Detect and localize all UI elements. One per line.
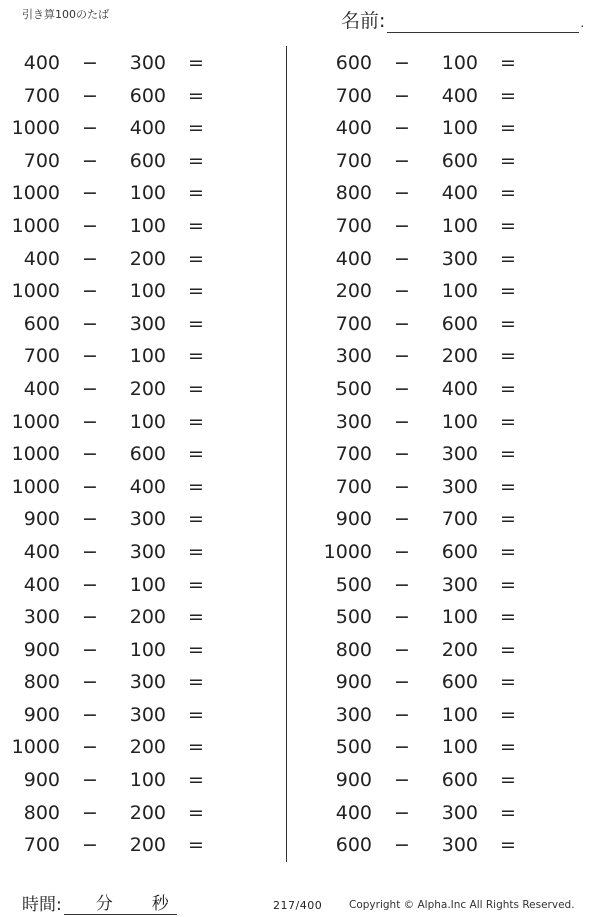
problem-row bbox=[312, 177, 592, 210]
minuend: 400 bbox=[23, 540, 60, 563]
minus-sign: − bbox=[82, 377, 98, 400]
subtrahend: 300 bbox=[441, 247, 478, 270]
minus-sign: − bbox=[394, 247, 410, 270]
equals-sign: = bbox=[500, 736, 516, 759]
minus-sign: − bbox=[394, 736, 410, 759]
subtrahend: 300 bbox=[129, 508, 166, 531]
equals-sign: = bbox=[500, 345, 516, 368]
minus-sign: − bbox=[394, 312, 410, 335]
minuend: 900 bbox=[335, 508, 372, 531]
problem-row bbox=[0, 275, 280, 308]
subtrahend: 300 bbox=[441, 475, 478, 498]
problem-row bbox=[0, 177, 280, 210]
problem-row bbox=[0, 797, 280, 830]
problem-row bbox=[0, 47, 280, 80]
problem-row bbox=[0, 210, 280, 243]
minuend: 700 bbox=[335, 443, 372, 466]
subtrahend: 300 bbox=[129, 52, 166, 74]
minus-sign: − bbox=[394, 410, 410, 433]
subtrahend: 600 bbox=[129, 149, 166, 172]
problem-row bbox=[0, 666, 280, 699]
subtrahend: 100 bbox=[441, 117, 478, 140]
minus-sign: − bbox=[82, 801, 98, 824]
equals-sign: = bbox=[500, 280, 516, 303]
equals-sign: = bbox=[188, 410, 204, 433]
equals-sign: = bbox=[188, 345, 204, 368]
time-blank-line[interactable] bbox=[64, 894, 177, 915]
subtrahend: 600 bbox=[129, 84, 166, 107]
equals-sign: = bbox=[500, 410, 516, 433]
problem-row bbox=[0, 634, 280, 667]
minuend: 1000 bbox=[11, 443, 60, 466]
subtrahend: 400 bbox=[441, 182, 478, 205]
problem-row bbox=[312, 373, 592, 406]
minuend: 600 bbox=[335, 52, 372, 74]
minus-sign: − bbox=[394, 769, 410, 792]
subtrahend: 600 bbox=[441, 149, 478, 172]
equals-sign: = bbox=[500, 117, 516, 140]
problem-row bbox=[312, 47, 592, 80]
subtrahend: 400 bbox=[129, 475, 166, 498]
minuend: 300 bbox=[335, 703, 372, 726]
minus-sign: − bbox=[394, 540, 410, 563]
minuend: 1000 bbox=[11, 182, 60, 205]
subtrahend: 300 bbox=[441, 801, 478, 824]
equals-sign: = bbox=[500, 443, 516, 466]
problem-row bbox=[0, 699, 280, 732]
equals-sign: = bbox=[188, 247, 204, 270]
equals-sign: = bbox=[500, 214, 516, 237]
minuend: 700 bbox=[335, 214, 372, 237]
subtrahend: 100 bbox=[441, 52, 478, 74]
page-number: 217/400 bbox=[273, 899, 323, 912]
minuend: 400 bbox=[335, 247, 372, 270]
problem-row bbox=[0, 829, 280, 862]
equals-sign: = bbox=[500, 606, 516, 629]
equals-sign: = bbox=[500, 508, 516, 531]
problem-row bbox=[0, 601, 280, 634]
subtrahend: 100 bbox=[129, 280, 166, 303]
problem-row bbox=[312, 112, 592, 145]
subtrahend: 400 bbox=[441, 84, 478, 107]
problem-row bbox=[312, 797, 592, 830]
minus-sign: − bbox=[394, 84, 410, 107]
minus-sign: − bbox=[82, 508, 98, 531]
minuend: 700 bbox=[335, 84, 372, 107]
minuend: 900 bbox=[335, 671, 372, 694]
equals-sign: = bbox=[500, 312, 516, 335]
equals-sign: = bbox=[188, 769, 204, 792]
minus-sign: − bbox=[394, 182, 410, 205]
subtrahend: 400 bbox=[129, 117, 166, 140]
equals-sign: = bbox=[500, 671, 516, 694]
seconds-unit: 秒 bbox=[151, 894, 169, 914]
minus-sign: − bbox=[82, 443, 98, 466]
equals-sign: = bbox=[500, 247, 516, 270]
subtrahend: 600 bbox=[441, 312, 478, 335]
problem-row bbox=[312, 243, 592, 276]
subtrahend: 100 bbox=[441, 214, 478, 237]
minuend: 700 bbox=[23, 149, 60, 172]
problem-row bbox=[312, 503, 592, 536]
problem-row bbox=[312, 666, 592, 699]
minuend: 600 bbox=[335, 834, 372, 857]
equals-sign: = bbox=[188, 703, 204, 726]
minuend: 800 bbox=[23, 801, 60, 824]
problem-row bbox=[312, 569, 592, 602]
problem-row bbox=[0, 503, 280, 536]
subtrahend: 700 bbox=[441, 508, 478, 531]
minuend: 400 bbox=[335, 117, 372, 140]
problem-row bbox=[0, 145, 280, 178]
minus-sign: − bbox=[394, 671, 410, 694]
minus-sign: − bbox=[394, 606, 410, 629]
equals-sign: = bbox=[188, 443, 204, 466]
equals-sign: = bbox=[500, 801, 516, 824]
problem-row bbox=[312, 731, 592, 764]
minus-sign: − bbox=[394, 214, 410, 237]
subtrahend: 300 bbox=[441, 443, 478, 466]
minuend: 1000 bbox=[11, 280, 60, 303]
worksheet-title: 引き算100のたば bbox=[22, 8, 109, 21]
minus-sign: − bbox=[394, 377, 410, 400]
minuend: 500 bbox=[335, 736, 372, 759]
subtrahend: 200 bbox=[441, 638, 478, 661]
equals-sign: = bbox=[500, 703, 516, 726]
subtrahend: 200 bbox=[129, 377, 166, 400]
subtrahend: 100 bbox=[441, 280, 478, 303]
minus-sign: − bbox=[82, 312, 98, 335]
problem-row bbox=[312, 634, 592, 667]
time-field bbox=[22, 890, 177, 915]
subtrahend: 600 bbox=[129, 443, 166, 466]
problem-row bbox=[312, 438, 592, 471]
equals-sign: = bbox=[500, 149, 516, 172]
subtrahend: 300 bbox=[129, 312, 166, 335]
subtrahend: 100 bbox=[441, 703, 478, 726]
subtrahend: 100 bbox=[441, 736, 478, 759]
minus-sign: − bbox=[82, 410, 98, 433]
time-label: 時間: bbox=[22, 895, 62, 915]
subtrahend: 100 bbox=[441, 606, 478, 629]
minuend: 900 bbox=[23, 703, 60, 726]
minuend: 400 bbox=[23, 573, 60, 596]
minus-sign: − bbox=[394, 475, 410, 498]
minus-sign: − bbox=[82, 638, 98, 661]
minus-sign: − bbox=[394, 703, 410, 726]
minuend: 1000 bbox=[11, 410, 60, 433]
subtrahend: 100 bbox=[129, 638, 166, 661]
minuend: 700 bbox=[23, 84, 60, 107]
problem-row bbox=[0, 112, 280, 145]
subtrahend: 300 bbox=[129, 703, 166, 726]
equals-sign: = bbox=[500, 84, 516, 107]
minuend: 800 bbox=[23, 671, 60, 694]
equals-sign: = bbox=[188, 573, 204, 596]
problem-row bbox=[312, 764, 592, 797]
name-label: 名前: bbox=[341, 10, 386, 32]
left-problem-column bbox=[0, 47, 280, 862]
minuend: 1000 bbox=[11, 214, 60, 237]
equals-sign: = bbox=[188, 84, 204, 107]
minus-sign: − bbox=[82, 280, 98, 303]
equals-sign: = bbox=[188, 377, 204, 400]
problem-row bbox=[0, 80, 280, 113]
problem-row bbox=[0, 536, 280, 569]
minuend: 800 bbox=[335, 182, 372, 205]
minus-sign: − bbox=[82, 84, 98, 107]
subtrahend: 200 bbox=[129, 801, 166, 824]
equals-sign: = bbox=[188, 475, 204, 498]
minus-sign: − bbox=[82, 247, 98, 270]
minus-sign: − bbox=[394, 149, 410, 172]
minus-sign: − bbox=[394, 345, 410, 368]
equals-sign: = bbox=[188, 834, 204, 857]
minus-sign: − bbox=[82, 475, 98, 498]
minuend: 700 bbox=[23, 834, 60, 857]
subtrahend: 600 bbox=[441, 769, 478, 792]
subtrahend: 300 bbox=[441, 834, 478, 857]
problem-row bbox=[0, 471, 280, 504]
name-end-dot: . bbox=[580, 16, 585, 30]
minus-sign: − bbox=[82, 671, 98, 694]
subtrahend: 200 bbox=[129, 736, 166, 759]
minus-sign: − bbox=[394, 638, 410, 661]
problem-row bbox=[312, 80, 592, 113]
subtrahend: 100 bbox=[129, 214, 166, 237]
minuend: 500 bbox=[335, 573, 372, 596]
minus-sign: − bbox=[394, 443, 410, 466]
subtrahend: 600 bbox=[441, 540, 478, 563]
problem-row bbox=[0, 340, 280, 373]
minuend: 300 bbox=[23, 606, 60, 629]
minuend: 400 bbox=[23, 247, 60, 270]
subtrahend: 400 bbox=[441, 377, 478, 400]
problem-row bbox=[312, 406, 592, 439]
minus-sign: − bbox=[82, 182, 98, 205]
minuend: 700 bbox=[335, 149, 372, 172]
subtrahend: 200 bbox=[441, 345, 478, 368]
minus-sign: − bbox=[82, 149, 98, 172]
subtrahend: 200 bbox=[129, 834, 166, 857]
minuend: 600 bbox=[23, 312, 60, 335]
minuend: 300 bbox=[335, 345, 372, 368]
minus-sign: − bbox=[82, 606, 98, 629]
problem-row bbox=[0, 243, 280, 276]
equals-sign: = bbox=[188, 214, 204, 237]
equals-sign: = bbox=[188, 671, 204, 694]
minus-sign: − bbox=[394, 573, 410, 596]
equals-sign: = bbox=[188, 638, 204, 661]
subtrahend: 100 bbox=[441, 410, 478, 433]
equals-sign: = bbox=[500, 52, 516, 74]
problem-row bbox=[312, 145, 592, 178]
name-blank-line[interactable] bbox=[387, 12, 579, 33]
equals-sign: = bbox=[500, 834, 516, 857]
subtrahend: 100 bbox=[129, 769, 166, 792]
subtrahend: 100 bbox=[129, 410, 166, 433]
problem-row bbox=[0, 569, 280, 602]
subtrahend: 200 bbox=[129, 606, 166, 629]
minus-sign: − bbox=[82, 117, 98, 140]
problem-row bbox=[312, 471, 592, 504]
equals-sign: = bbox=[188, 736, 204, 759]
minus-sign: − bbox=[394, 280, 410, 303]
equals-sign: = bbox=[188, 149, 204, 172]
equals-sign: = bbox=[500, 475, 516, 498]
name-field bbox=[341, 6, 584, 33]
minus-sign: − bbox=[82, 736, 98, 759]
minus-sign: − bbox=[394, 508, 410, 531]
minus-sign: − bbox=[394, 834, 410, 857]
minutes-unit: 分 bbox=[95, 894, 113, 914]
subtrahend: 300 bbox=[129, 671, 166, 694]
subtrahend: 600 bbox=[441, 671, 478, 694]
minuend: 200 bbox=[335, 280, 372, 303]
minuend: 900 bbox=[23, 638, 60, 661]
minuend: 700 bbox=[335, 312, 372, 335]
subtrahend: 300 bbox=[441, 573, 478, 596]
minuend: 400 bbox=[23, 52, 60, 74]
problem-row bbox=[0, 373, 280, 406]
minuend: 800 bbox=[335, 638, 372, 661]
minus-sign: − bbox=[394, 52, 410, 74]
minus-sign: − bbox=[82, 573, 98, 596]
equals-sign: = bbox=[500, 540, 516, 563]
equals-sign: = bbox=[188, 182, 204, 205]
equals-sign: = bbox=[500, 377, 516, 400]
minus-sign: − bbox=[82, 345, 98, 368]
minuend: 900 bbox=[23, 508, 60, 531]
minuend: 1000 bbox=[11, 117, 60, 140]
minuend: 400 bbox=[23, 377, 60, 400]
problem-row bbox=[312, 699, 592, 732]
minus-sign: − bbox=[82, 52, 98, 74]
minuend: 1000 bbox=[323, 540, 372, 563]
problem-row bbox=[312, 210, 592, 243]
subtrahend: 100 bbox=[129, 182, 166, 205]
problem-row bbox=[312, 829, 592, 862]
minuend: 1000 bbox=[11, 475, 60, 498]
equals-sign: = bbox=[188, 540, 204, 563]
equals-sign: = bbox=[188, 801, 204, 824]
column-divider bbox=[286, 46, 287, 862]
subtrahend: 100 bbox=[129, 345, 166, 368]
equals-sign: = bbox=[188, 508, 204, 531]
problem-row bbox=[0, 406, 280, 439]
minuend: 300 bbox=[335, 410, 372, 433]
copyright-notice: Copyright © Alpha.Inc All Rights Reserved. bbox=[349, 899, 575, 911]
problem-row bbox=[0, 308, 280, 341]
subtrahend: 100 bbox=[129, 573, 166, 596]
problem-row bbox=[312, 340, 592, 373]
minus-sign: − bbox=[82, 703, 98, 726]
equals-sign: = bbox=[500, 769, 516, 792]
equals-sign: = bbox=[500, 182, 516, 205]
minus-sign: − bbox=[82, 834, 98, 857]
minus-sign: − bbox=[82, 540, 98, 563]
minuend: 1000 bbox=[11, 736, 60, 759]
equals-sign: = bbox=[500, 638, 516, 661]
minus-sign: − bbox=[82, 214, 98, 237]
minuend: 400 bbox=[335, 801, 372, 824]
problem-row bbox=[0, 764, 280, 797]
problem-row bbox=[312, 275, 592, 308]
problem-row bbox=[0, 731, 280, 764]
minuend: 900 bbox=[335, 769, 372, 792]
minuend: 700 bbox=[23, 345, 60, 368]
equals-sign: = bbox=[188, 280, 204, 303]
equals-sign: = bbox=[188, 312, 204, 335]
problem-row bbox=[312, 536, 592, 569]
problem-row bbox=[312, 308, 592, 341]
minuend: 500 bbox=[335, 606, 372, 629]
subtrahend: 200 bbox=[129, 247, 166, 270]
problem-row bbox=[0, 438, 280, 471]
minuend: 700 bbox=[335, 475, 372, 498]
subtrahend: 300 bbox=[129, 540, 166, 563]
minuend: 500 bbox=[335, 377, 372, 400]
minuend: 900 bbox=[23, 769, 60, 792]
equals-sign: = bbox=[188, 52, 204, 74]
equals-sign: = bbox=[500, 573, 516, 596]
right-problem-column bbox=[312, 47, 592, 862]
equals-sign: = bbox=[188, 117, 204, 140]
problem-row bbox=[312, 601, 592, 634]
minus-sign: − bbox=[394, 801, 410, 824]
minus-sign: − bbox=[394, 117, 410, 140]
minus-sign: − bbox=[82, 769, 98, 792]
equals-sign: = bbox=[188, 606, 204, 629]
